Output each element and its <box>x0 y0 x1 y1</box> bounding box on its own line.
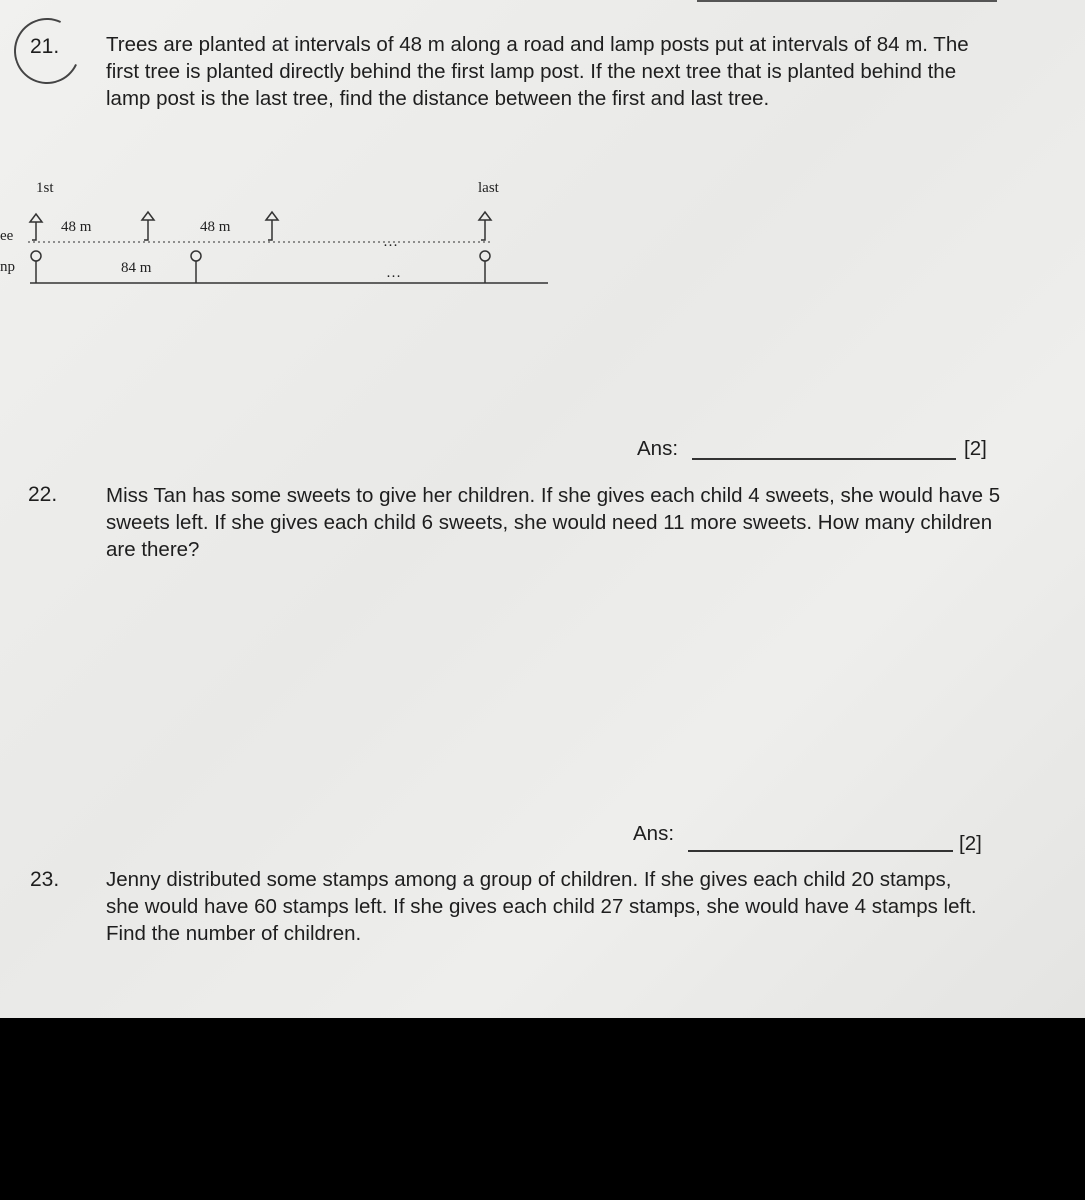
lamp-ellipsis: … <box>386 265 401 281</box>
question-22-number: 22. <box>28 483 58 506</box>
row-label-tree: ee <box>0 228 14 244</box>
interval-tree-2: 48 m <box>200 219 231 235</box>
top-rule <box>697 0 997 2</box>
label-last: last <box>478 180 499 196</box>
question-21-answer-label: Ans: <box>637 437 679 460</box>
question-23-number: 23. <box>30 868 60 891</box>
question-22-marks: [2] <box>959 832 982 855</box>
interval-tree-1: 48 m <box>61 219 92 235</box>
tree-icon <box>142 212 154 240</box>
question-23-text: Jenny distributed some stamps among a group of children. If she gives each child 20 stamps, she would have 60 stamps left. If she gives each child 27 stamps, she would have 4 stamps left. Find the number of children. <box>106 868 977 945</box>
tree-lamp-diagram <box>0 170 560 300</box>
question-21-marks: [2] <box>964 437 987 460</box>
question-22-answer-field[interactable] <box>688 850 953 852</box>
tree-icon <box>30 214 42 240</box>
interval-lamp: 84 m <box>121 260 152 276</box>
question-22-answer-label: Ans: <box>633 822 675 845</box>
lamp-post-icon <box>191 251 201 283</box>
tree-icon <box>479 212 491 240</box>
tree-icon <box>266 212 278 240</box>
question-21-number: 21. <box>30 35 60 58</box>
label-first: 1st <box>36 180 54 196</box>
lamp-post-icon <box>480 251 490 283</box>
question-21-answer-field[interactable] <box>692 458 956 460</box>
row-label-lamp: np <box>0 259 15 275</box>
question-21-text: Trees are planted at intervals of 48 m along a road and lamp posts put at intervals of 84 m. The first tree is planted directly behind the first lamp post. If the next tree that is planted behind the lamp post is the last tree, find the distance between the first and last tree. <box>106 33 969 110</box>
lamp-post-icon <box>31 251 41 283</box>
tree-ellipsis: … <box>383 234 398 250</box>
question-22-text: Miss Tan has some sweets to give her children. If she gives each child 4 sweets, she would have 5 sweets left. If she gives each child 6 sweets, she would need 11 more sweets. How many children are there? <box>106 484 1001 561</box>
